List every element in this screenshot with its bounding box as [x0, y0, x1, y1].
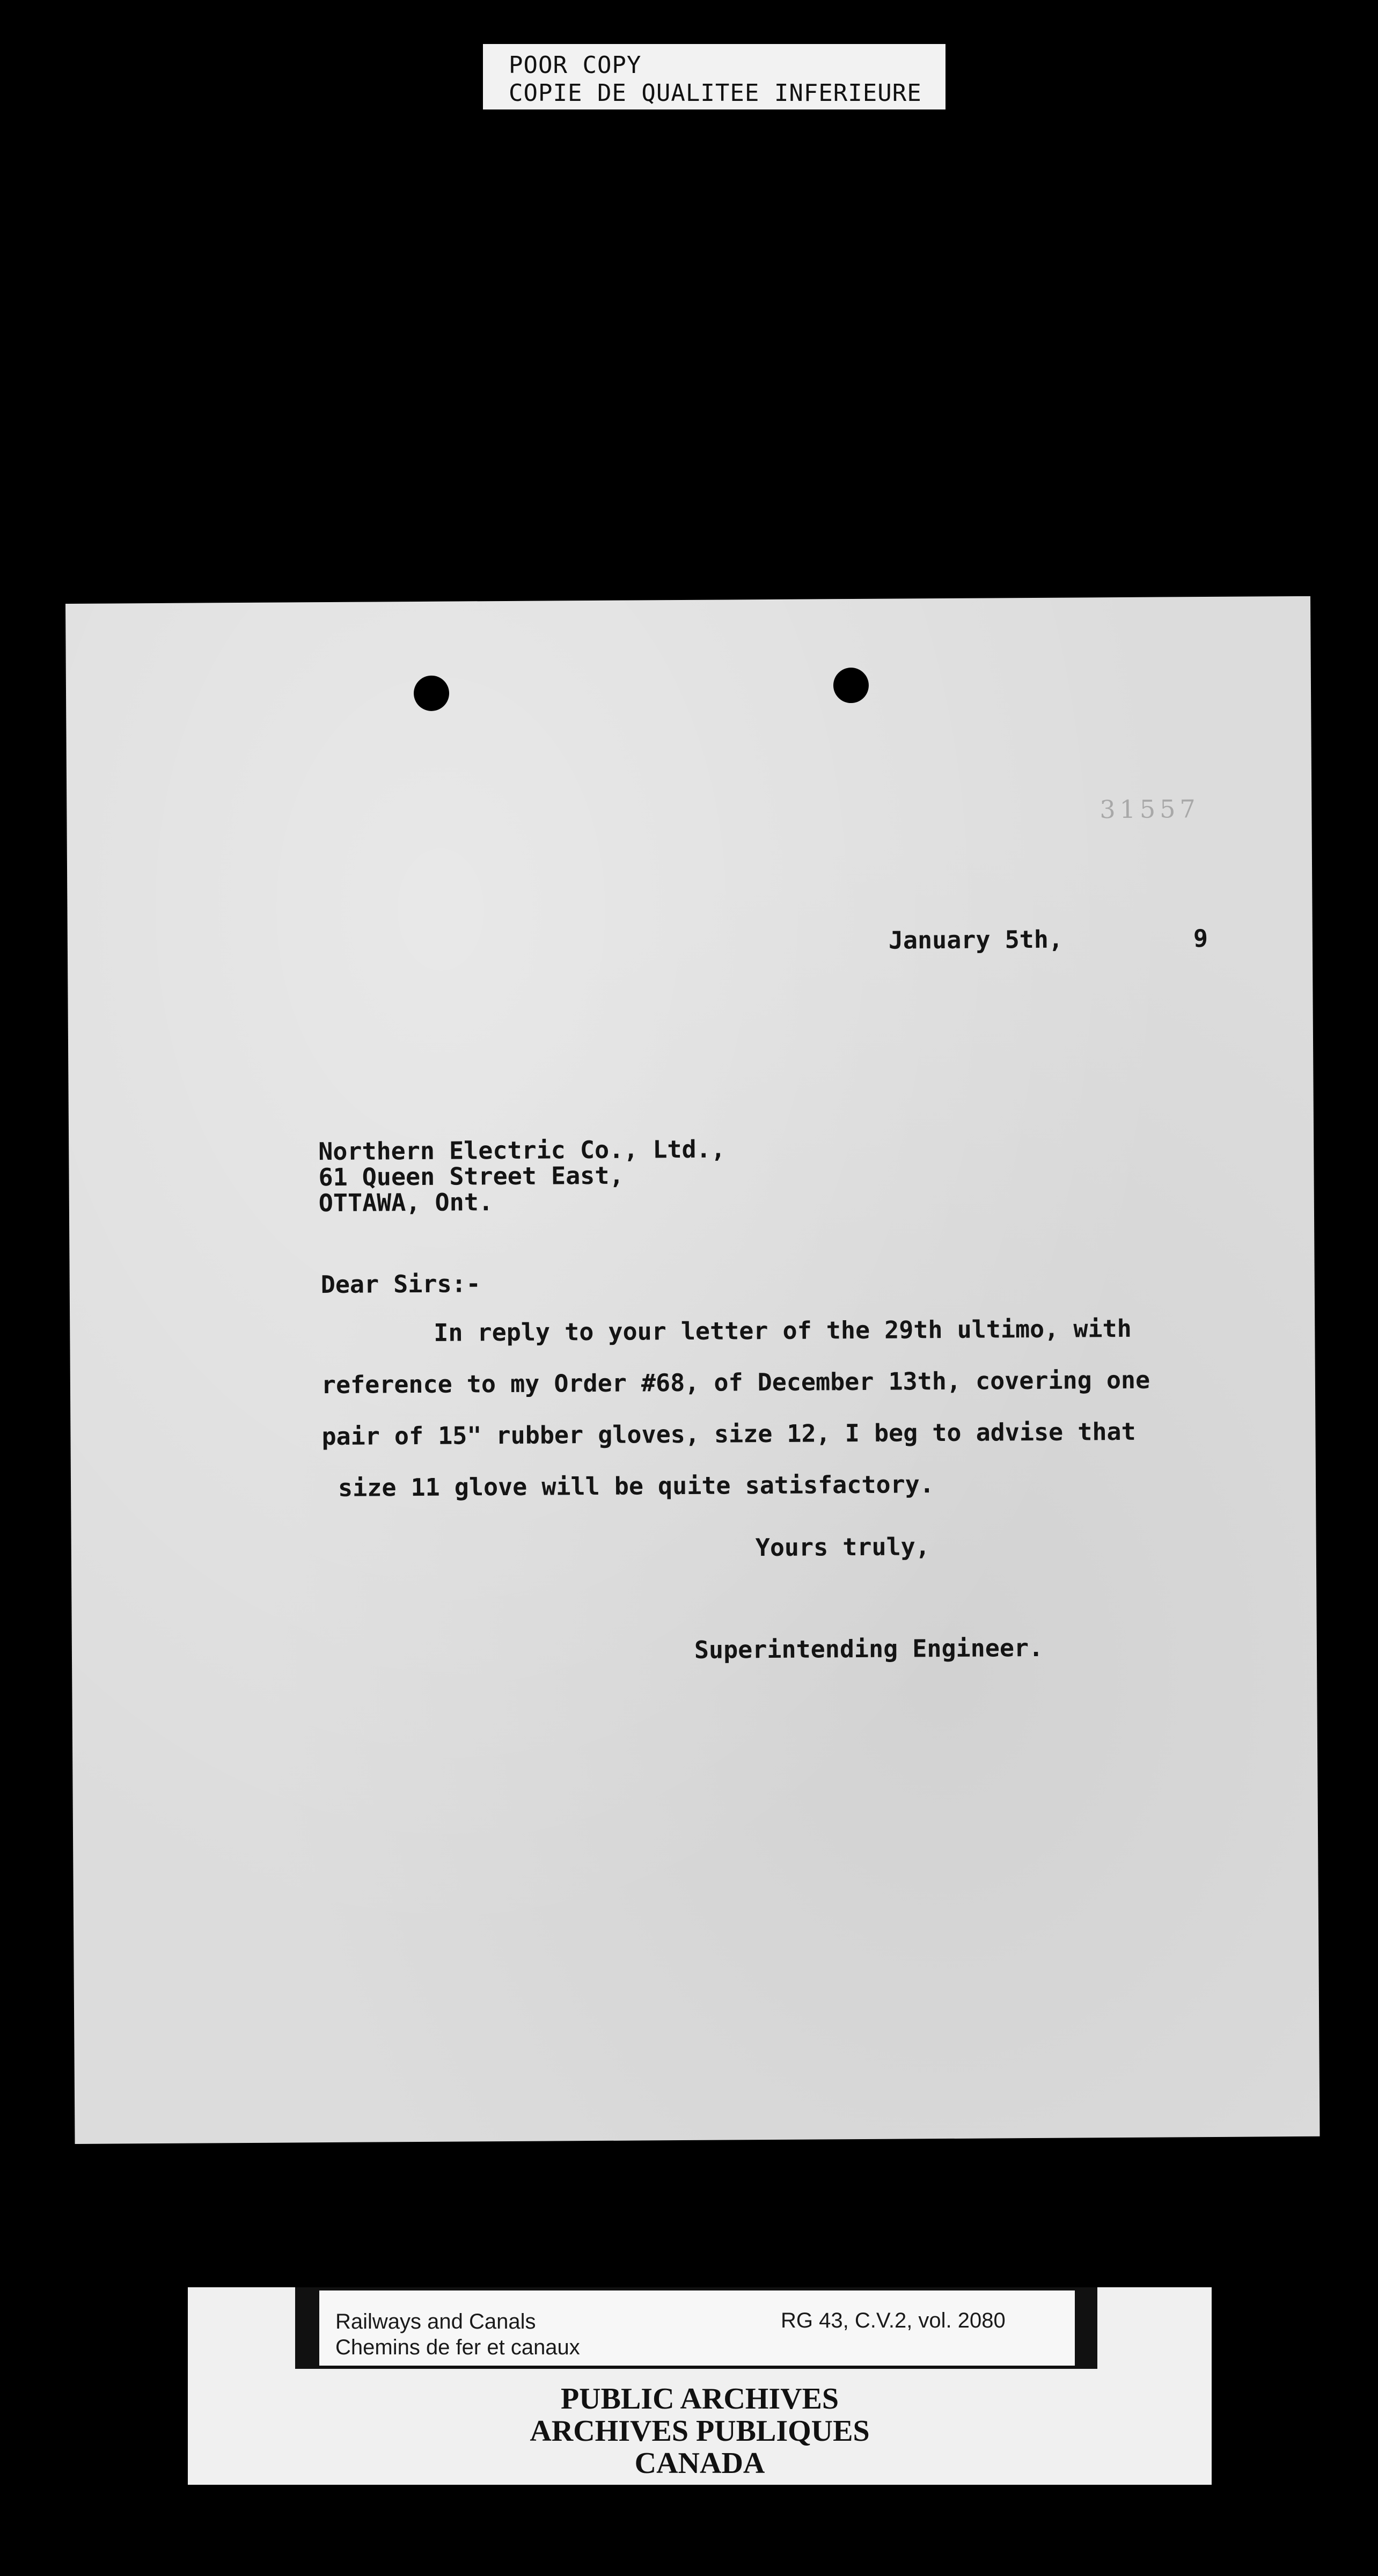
letter-date-digit: 9 [1193, 924, 1208, 953]
archive-number-mark: 31557 [1100, 794, 1200, 824]
body-line: In reply to your letter of the 29th ultimo, with [434, 1314, 1132, 1347]
letter-closing: Yours truly, [755, 1532, 930, 1562]
department-english: Railways and Canals [335, 2310, 536, 2333]
letter-sheet [65, 596, 1320, 2144]
archive-label-card [188, 2287, 1212, 2485]
body-line: size 11 glove will be quite satisfactory. [338, 1470, 935, 1502]
letter-body [321, 1303, 1151, 1514]
address-line: OTTAWA, Ont. [318, 1188, 494, 1218]
body-line: reference to my Order #68, of December 13th, covering one [321, 1365, 1150, 1400]
record-group-reference: RG 43, C.V.2, vol. 2080 [781, 2309, 1006, 2332]
letter-date: January 5th, [888, 925, 1064, 955]
archives-country: CANADA [634, 2447, 765, 2480]
address-line: Northern Electric Co., Ltd., [318, 1135, 725, 1166]
punch-hole-right [833, 668, 869, 703]
recipient-address [318, 1137, 725, 1217]
label-reference-box [319, 2290, 1075, 2366]
archives-french: ARCHIVES PUBLIQUES [530, 2414, 870, 2448]
archives-english: PUBLIC ARCHIVES [560, 2382, 839, 2416]
body-line: pair of 15" rubber gloves, size 12, I beg to advise that [321, 1417, 1136, 1451]
public-archives-title [188, 2383, 1212, 2479]
department-names [335, 2309, 580, 2360]
stamp-line-2: COPIE DE QUALITEE INFERIEURE [509, 79, 922, 107]
department-french: Chemins de fer et canaux [335, 2336, 580, 2359]
stamp-line-1: POOR COPY [509, 52, 642, 79]
poor-copy-stamp [483, 44, 945, 109]
address-line: 61 Queen Street East, [318, 1161, 624, 1192]
salutation: Dear Sirs:- [320, 1269, 481, 1299]
signature-title: Superintending Engineer. [694, 1633, 1044, 1664]
punch-hole-left [414, 676, 449, 711]
